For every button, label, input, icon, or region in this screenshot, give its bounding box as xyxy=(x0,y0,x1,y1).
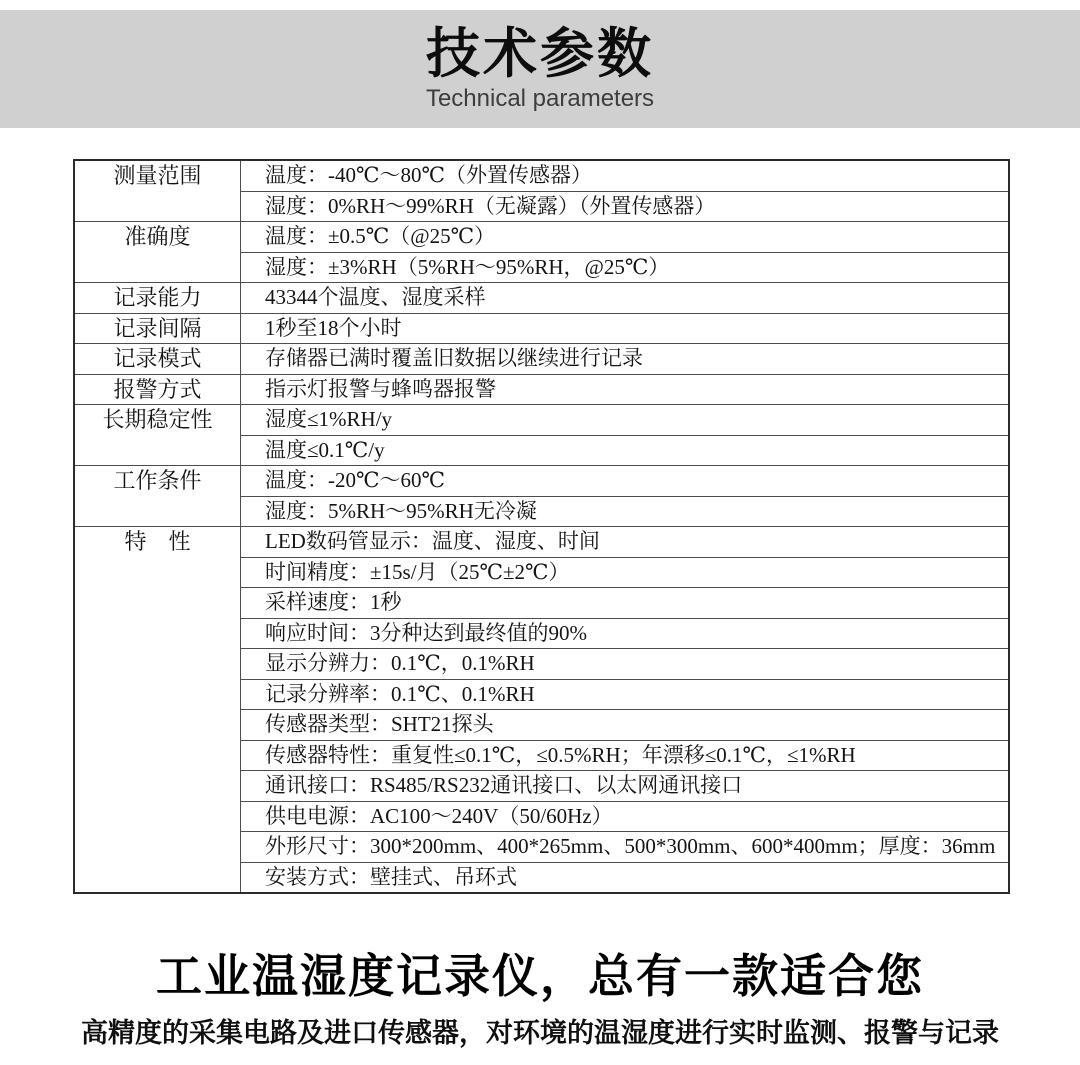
spec-value: 43344个温度、湿度采样 xyxy=(241,283,1010,314)
spec-label: 准确度 xyxy=(74,222,241,283)
header-banner xyxy=(0,10,1080,128)
spec-value: 供电电源：AC100～240V（50/60Hz） xyxy=(241,801,1010,832)
spec-value: 通讯接口：RS485/RS232通讯接口、以太网通讯接口 xyxy=(241,771,1010,802)
spec-value: 安装方式：壁挂式、吊环式 xyxy=(241,862,1010,893)
spec-row xyxy=(74,313,1009,344)
spec-label: 工作条件 xyxy=(74,466,241,527)
spec-value: LED数码管显示：温度、湿度、时间 xyxy=(241,527,1010,558)
spec-row xyxy=(74,222,1009,253)
spec-value: 指示灯报警与蜂鸣器报警 xyxy=(241,374,1010,405)
spec-value: 响应时间：3分种达到最终值的90% xyxy=(241,618,1010,649)
spec-value: 采样速度：1秒 xyxy=(241,588,1010,619)
spec-value: 温度：-40℃～80℃（外置传感器） xyxy=(241,160,1010,191)
spec-row xyxy=(74,405,1009,436)
page-subtitle: Technical parameters xyxy=(425,85,655,112)
spec-value: 湿度：±3%RH（5%RH～95%RH，@25℃） xyxy=(241,252,1010,283)
spec-value: 传感器特性：重复性≤0.1℃，≤0.5%RH；年漂移≤0.1℃，≤1%RH xyxy=(241,740,1010,771)
spec-value: 温度≤0.1℃/y xyxy=(241,435,1010,466)
page-title: 技术参数 xyxy=(426,24,654,84)
spec-value: 时间精度：±15s/月（25℃±2℃） xyxy=(241,557,1010,588)
spec-row xyxy=(74,344,1009,375)
spec-value: 温度：±0.5℃（@25℃） xyxy=(241,222,1010,253)
spec-label: 特 性 xyxy=(74,527,241,894)
spec-value: 湿度：0%RH～99%RH（无凝露）（外置传感器） xyxy=(241,191,1010,222)
footer-subtitle: 高精度的采集电路及进口传感器，对环境的温湿度进行实时监测、报警与记录 xyxy=(81,1018,999,1048)
spec-label: 记录能力 xyxy=(74,283,241,314)
spec-value: 记录分辨率：0.1℃、0.1%RH xyxy=(241,679,1010,710)
spec-value: 外形尺寸：300*200mm、400*265mm、500*300mm、600*400mm；厚度：36mm xyxy=(241,832,1010,863)
spec-row xyxy=(74,160,1009,191)
spec-value: 温度：-20℃～60℃ xyxy=(241,466,1010,497)
spec-table-body xyxy=(74,160,1009,893)
spec-value: 1秒至18个小时 xyxy=(241,313,1010,344)
spec-value: 显示分辨力：0.1℃，0.1%RH xyxy=(241,649,1010,680)
spec-row xyxy=(74,374,1009,405)
spec-table xyxy=(73,159,1010,894)
spec-value: 湿度：5%RH～95%RH无冷凝 xyxy=(241,496,1010,527)
spec-row xyxy=(74,466,1009,497)
spec-row xyxy=(74,283,1009,314)
spec-label: 测量范围 xyxy=(74,160,241,222)
spec-value: 存储器已满时覆盖旧数据以继续进行记录 xyxy=(241,344,1010,375)
spec-value: 传感器类型：SHT21探头 xyxy=(241,710,1010,741)
spec-row xyxy=(74,527,1009,558)
footer-title: 工业温湿度记录仪，总有一款适合您 xyxy=(156,950,924,1002)
spec-label: 报警方式 xyxy=(74,374,241,405)
spec-value: 湿度≤1%RH/y xyxy=(241,405,1010,436)
spec-label: 记录模式 xyxy=(74,344,241,375)
spec-label: 记录间隔 xyxy=(74,313,241,344)
spec-label: 长期稳定性 xyxy=(74,405,241,466)
